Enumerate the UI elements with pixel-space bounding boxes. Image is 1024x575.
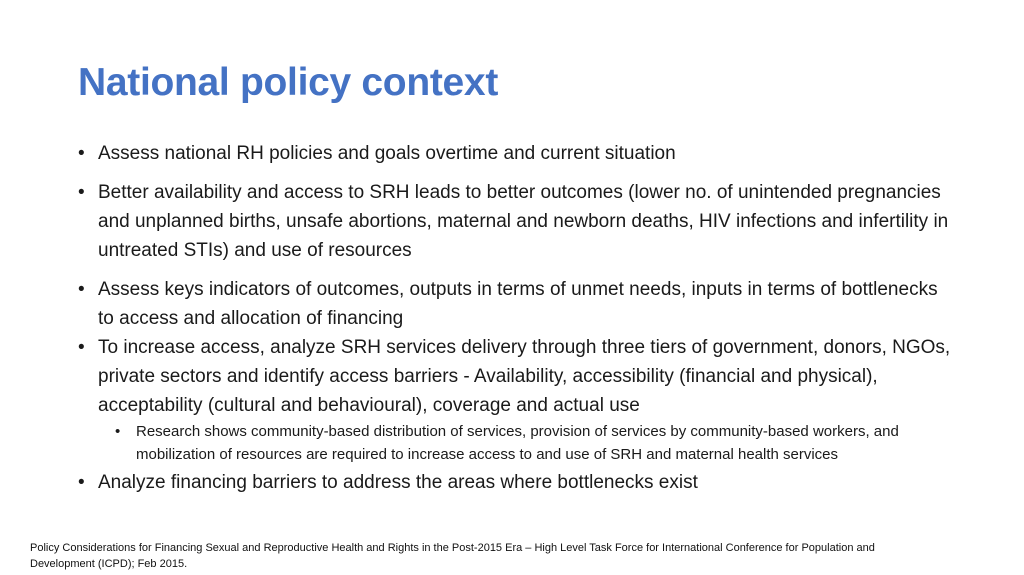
bullet-icon: • — [78, 472, 85, 493]
footer-citation: Policy Considerations for Financing Sexual and Reproductive Health and Rights in the Post-2015 Era – High Level Task Force for International Conference for Population and Development (ICPD); Feb 2015. — [30, 542, 875, 570]
bullet-list — [78, 139, 958, 497]
sub-bullet-icon: • — [115, 423, 121, 440]
bullet-item — [78, 468, 958, 497]
bullet-icon: • — [78, 279, 85, 300]
bullet-icon: • — [78, 337, 85, 358]
bullet-text: Assess keys indicators of outcomes, outputs in terms of unmet needs, inputs in terms of bottlenecks to access and allocation of financing — [98, 279, 938, 329]
bullet-item — [78, 139, 958, 168]
sub-bullet-text: Research shows community-based distribution of services, provision of services by community-based workers, and mobilization of resources are required to increase access to and use of SRH and maternal health services — [136, 423, 899, 463]
bullet-text: Assess national RH policies and goals overtime and current situation — [98, 143, 676, 164]
slide-title: National policy context — [78, 61, 499, 104]
bullet-text: To increase access, analyze SRH services delivery through three tiers of government, donors, NGOs, private sectors and identify access barriers - Availability, accessibility (financial and physical), acceptability (cultural and behavioural), coverage and actual use — [98, 337, 951, 416]
bullet-text: Analyze financing barriers to address the areas where bottlenecks exist — [98, 472, 698, 493]
bullet-text: Better availability and access to SRH leads to better outcomes (lower no. of unintended pregnancies and unplanned births, unsafe abortions, maternal and newborn deaths, HIV infections and infertility in untreated STIs) and use of resources — [98, 182, 949, 261]
bullet-icon: • — [78, 143, 85, 164]
bullet-item — [78, 275, 958, 333]
bullet-item — [78, 178, 958, 265]
bullet-icon: • — [78, 182, 85, 203]
bullet-item — [78, 333, 958, 420]
sub-bullet-item — [78, 420, 958, 466]
